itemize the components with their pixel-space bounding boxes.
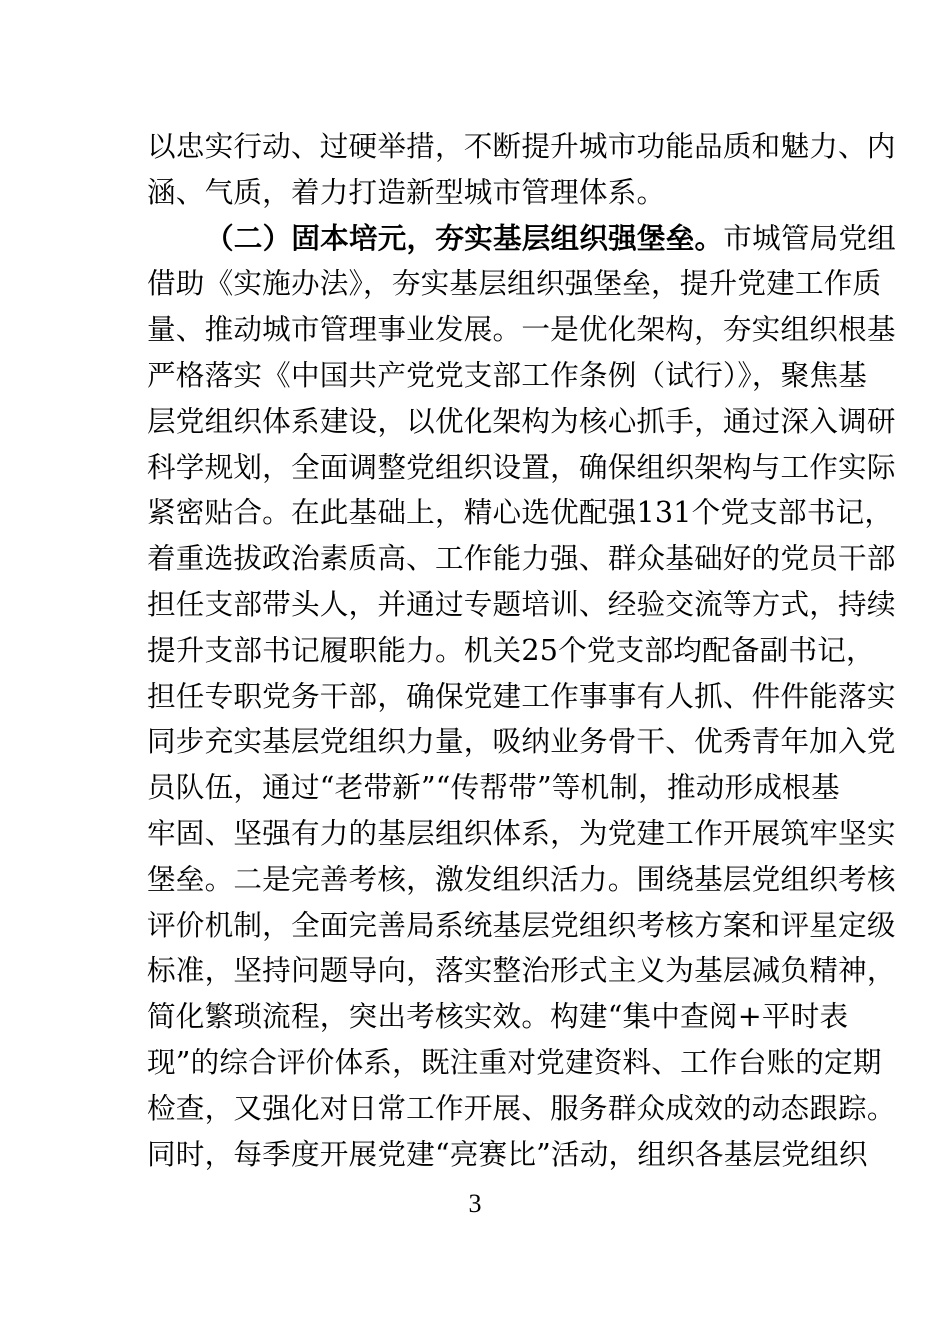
text-line: 担任支部带头人，并通过专题培训、经验交流等方式，持续 bbox=[147, 586, 896, 621]
text-line: 严格落实《中国共产党党支部工作条例（试行）》，聚焦基 bbox=[147, 357, 868, 392]
text-line: 评价机制，全面完善局系统基层党组织考核方案和评星定级 bbox=[147, 907, 896, 942]
text-line: 简化繁琐流程，突出考核实效。构建“集中查阅+平时表 bbox=[147, 999, 849, 1034]
text-line: 借助《实施办法》，夯实基层组织强堡垒，提升党建工作质 bbox=[147, 266, 882, 301]
body-text bbox=[147, 124, 897, 1177]
text-line: 量、推动城市管理事业发展。一是优化架构，夯实组织根基 bbox=[147, 312, 896, 347]
text-line: 以忠实行动、过硬举措，不断提升城市功能品质和魅力、内 bbox=[147, 129, 896, 163]
text-line: 同时，每季度开展党建“亮赛比”活动，组织各基层党组织 bbox=[147, 1136, 868, 1171]
text-line: 牢固、坚强有力的基层组织体系，为党建工作开展筑牢坚实 bbox=[147, 815, 896, 850]
text-line: 堡垒。二是完善考核，激发组织活力。围绕基层党组织考核 bbox=[147, 861, 896, 896]
section-heading-line bbox=[147, 216, 897, 262]
text-line: 层党组织体系建设，以优化架构为核心抓手，通过深入调研 bbox=[147, 403, 896, 438]
text-line: 紧密贴合。在此基础上，精心选优配强131个党支部书记， bbox=[147, 495, 894, 530]
text-line: 担任专职党务干部，确保党建工作事事有人抓、件件能落实 bbox=[147, 678, 896, 713]
text-line: 现”的综合评价体系，既注重对党建资料、工作台账的定期 bbox=[147, 1044, 882, 1079]
text-line: 检查，又强化对日常工作开展、服务群众成效的动态跟踪。 bbox=[147, 1090, 896, 1125]
text-line: 同步充实基层党组织力量，吸纳业务骨干、优秀青年加入党 bbox=[147, 724, 896, 759]
text-line: 提升支部书记履职能力。机关25个党支部均配备副书记， bbox=[147, 632, 875, 667]
section-heading: （二）固本培元，夯实基层组织强堡垒。 bbox=[205, 220, 724, 255]
section-heading-tail: 市城管局党组 bbox=[723, 220, 897, 255]
text-line: 员队伍，通过“老带新”“传帮带”等机制，推动形成根基 bbox=[147, 770, 840, 805]
text-line: 科学规划，全面调整党组织设置，确保组织架构与工作实际 bbox=[147, 449, 896, 484]
text-line: 着重选拔政治素质高、工作能力强、群众基础好的党员干部 bbox=[147, 541, 896, 576]
page-number: 3 bbox=[468, 1189, 482, 1218]
text-line: 标准，坚持问题导向，落实整治形式主义为基层减负精神， bbox=[147, 953, 896, 988]
text-line: 涵、气质，着力打造新型城市管理体系。 bbox=[147, 174, 666, 209]
